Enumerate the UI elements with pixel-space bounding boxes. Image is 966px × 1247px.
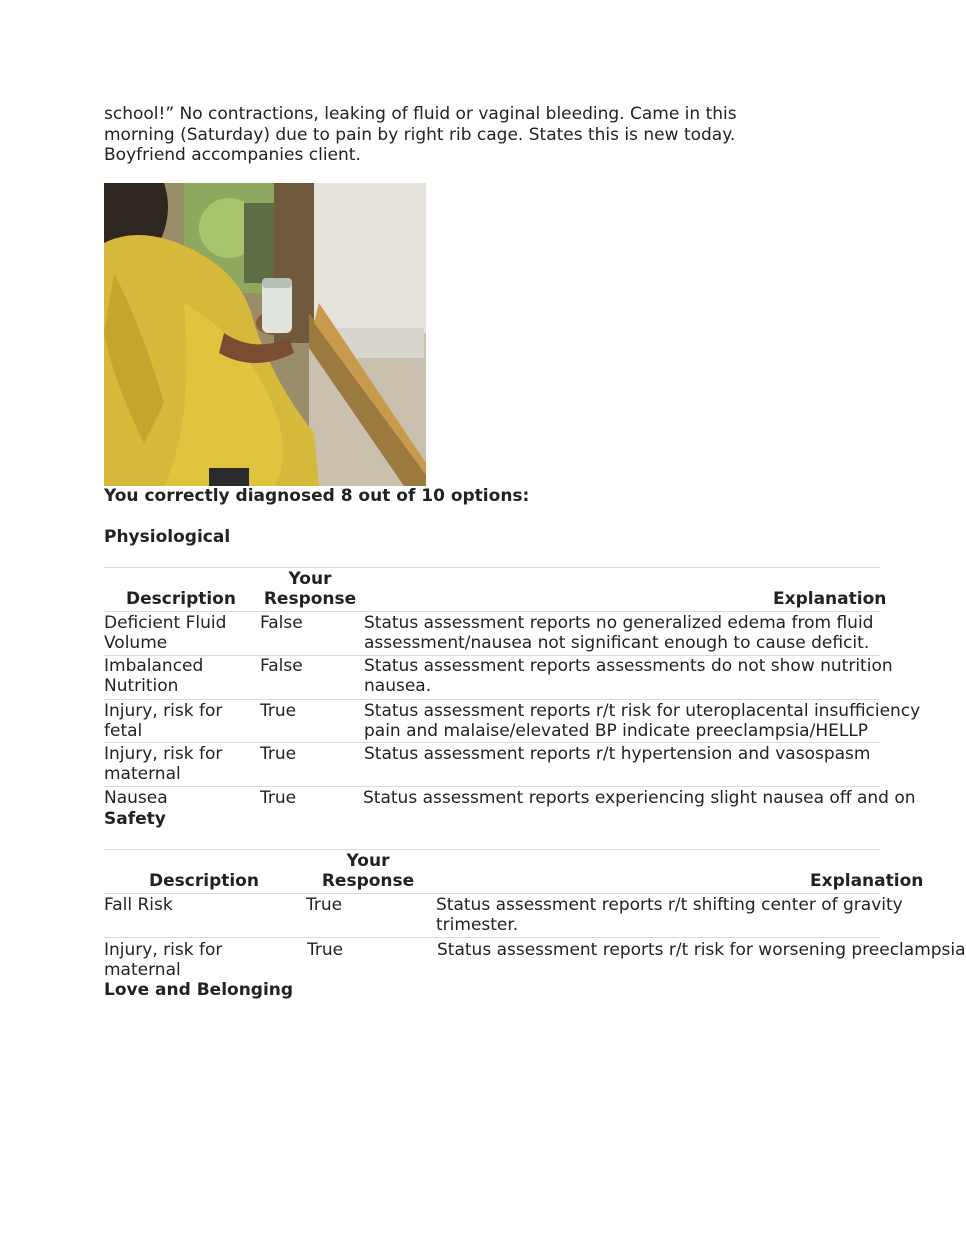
pregnant-woman-photo [104,183,426,486]
row-description: Injury, risk for fetal [104,701,223,741]
header-text: Your [346,851,390,871]
row-response: True [260,744,297,764]
row-response: False [260,613,303,633]
row-explanation: Status assessment reports r/t risk for uteroplacental insufficiency pain and malaise/elevated BP indicate preeclampsia/HELLP [364,701,921,741]
row-description: Deficient Fluid Volume [104,613,227,653]
table-divider [104,567,880,568]
row-description: Imbalanced Nutrition [104,656,204,696]
row-response: True [260,788,297,808]
row-description: Fall Risk [104,895,173,915]
column-header-description: Description [126,589,236,609]
section-heading-love-belonging: Love and Belonging [104,980,294,1000]
table-divider [104,849,880,850]
row-explanation: Status assessment reports r/t hypertension and vasospasm [364,744,871,764]
row-description: Injury, risk for maternal [104,940,223,980]
intro-line: morning (Saturday) due to pain by right rib cage. States this is new today. [104,124,736,145]
diagnosis-summary: You correctly diagnosed 8 out of 10 options: [104,486,530,506]
row-response: True [306,895,343,915]
column-header-response [316,851,420,891]
section-heading-safety: Safety [104,809,166,829]
column-header-explanation: Explanation [773,589,887,609]
table-divider [104,937,880,938]
column-header-response [262,569,358,609]
header-text: Response [321,871,415,891]
row-explanation: Status assessment reports r/t risk for worsening preeclampsia [437,940,966,960]
table-divider [104,699,880,700]
row-description: Nausea [104,788,168,808]
table-divider [104,893,880,894]
column-header-explanation: Explanation [810,871,924,891]
column-header-description: Description [149,871,259,891]
row-explanation: Status assessment reports assessments do not show nutrition nausea. [364,656,893,696]
intro-line: school!” No contractions, leaking of fluid or vaginal bleeding. Came in this [104,104,737,124]
table-divider [104,611,880,612]
row-response: True [307,940,344,960]
intro-paragraph [104,104,737,166]
row-response: False [260,656,303,676]
row-explanation: Status assessment reports experiencing slight nausea off and on [363,788,916,808]
section-heading-physiological: Physiological [104,527,231,547]
intro-line: Boyfriend accompanies client. [104,145,361,165]
table-divider [104,786,880,787]
row-explanation: Status assessment reports r/t shifting center of gravity trimester. [436,895,903,935]
table-divider [104,742,880,743]
header-text: Response [263,589,357,609]
row-response: True [260,701,297,721]
row-description: Injury, risk for maternal [104,744,223,784]
row-explanation: Status assessment reports no generalized edema from fluid assessment/nausea not significant enough to cause deficit. [364,613,874,653]
header-text: Your [288,569,332,589]
